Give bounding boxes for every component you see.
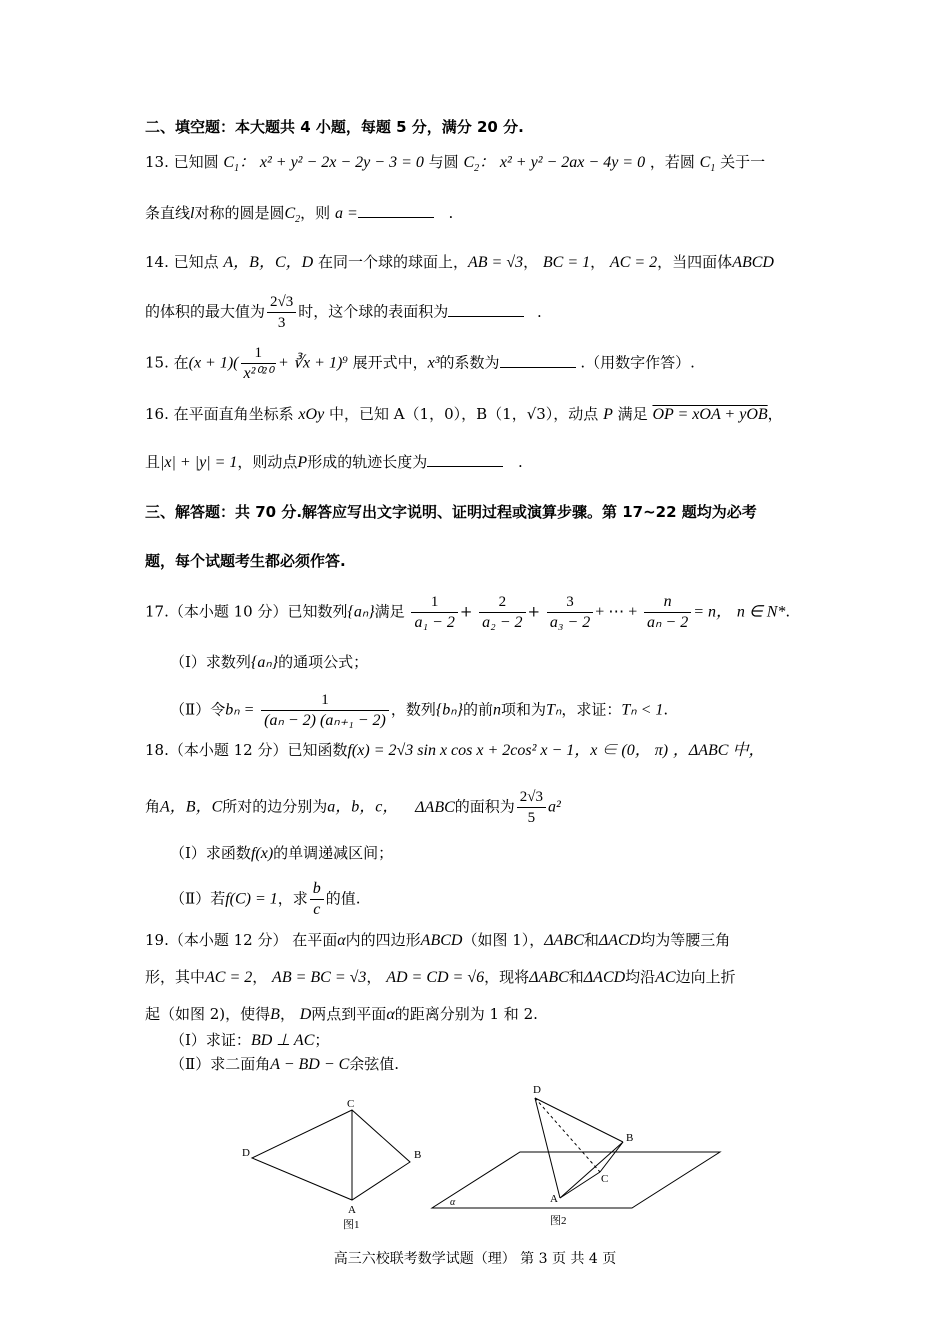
q19-t1: ΔABC — [544, 932, 584, 949]
fig1-label-d: D — [242, 1147, 250, 1159]
q19-d: D — [299, 1006, 312, 1023]
q19-l2c: 均沿 — [625, 968, 656, 986]
fig1-label-a: A — [348, 1204, 356, 1216]
page-footer: 高三六校联考数学试题（理） 第 3 页 共 4 页 — [333, 1251, 617, 1267]
q13-c2-ref: $C_2$ — [284, 205, 301, 226]
q13-text: 13. 已知圆 — [145, 153, 219, 171]
q14-text-5: 时，这个球的表面积为 — [298, 302, 449, 321]
q19-l3a: 起（如图 2)，使得 — [145, 1005, 271, 1023]
q16-vector-eq: OP = xOA + yOB — [652, 406, 768, 423]
q19-t2b: ΔACD — [583, 969, 626, 986]
q17-frac-n-den: aₙ − 2 — [647, 614, 689, 631]
q17-sat: 满足 — [374, 602, 405, 621]
q13-equation-1: x² + y² − 2x − 2y − 3 = 0 — [259, 154, 424, 171]
fig2-label-a: A — [550, 1193, 558, 1205]
q16-p: P — [603, 406, 613, 423]
q15-text-2: 展开式中， — [352, 353, 428, 372]
fig2-caption: 图2 — [550, 1215, 567, 1227]
q16-text-4: 且 — [145, 453, 161, 471]
q18-l2a: 角 — [145, 797, 161, 816]
q19-l3b: 两点到平面 — [311, 1005, 387, 1023]
q19-and-2: 和 — [568, 968, 584, 986]
q17-frac-2 — [479, 592, 525, 633]
fig2-edge-ac — [560, 1172, 600, 1198]
q17-frac-n — [644, 592, 691, 633]
q13-end: . — [448, 204, 454, 222]
q18-asq: a² — [548, 798, 561, 816]
q17-frac-n-num: n — [644, 592, 691, 613]
q17-ineq: Tₙ < 1 — [621, 701, 664, 719]
q17-p1: （Ⅰ）求数列 — [170, 653, 251, 671]
q17-dots: + ⋯ + — [595, 603, 638, 621]
q18-p1: （Ⅰ）求函数 — [170, 844, 251, 862]
q15-frac-den: x²⁰²⁰ — [243, 365, 274, 382]
q18-p2c: 的值. — [325, 889, 361, 908]
q18-area-den: 5 — [527, 810, 536, 826]
q14-answer-blank[interactable] — [448, 302, 524, 317]
q19-l1d: 均为等腰三角 — [640, 931, 731, 949]
q18-area-fraction — [517, 787, 546, 828]
q19-l2a: 形，其中 — [145, 968, 206, 986]
q17-bn: bₙ = — [225, 701, 255, 719]
fig2-edge-cb — [600, 1142, 623, 1172]
q15-expr-1: (x + 1)( — [188, 354, 239, 372]
q13-a-eq: a = — [334, 205, 358, 222]
q17-p1b: 的通项公式； — [278, 653, 369, 671]
q16-text-6: 形成的轨迹长度为 — [307, 453, 428, 471]
q19-l2b: ，现将 — [484, 968, 530, 986]
q19-alpha: α — [337, 932, 346, 949]
question-19-line-2: 形，其中AC = 2， AB = BC = √3， AD = CD = √6，现将ΔABC和ΔACD均沿AC边向上折 — [145, 968, 736, 986]
q14-frac-den: 3 — [277, 315, 286, 331]
q18-triangle: ，ΔABC 中， — [672, 742, 765, 759]
question-14-line-2 — [145, 292, 542, 333]
q17-frac-1 — [411, 592, 457, 633]
q16-end: . — [518, 453, 523, 471]
q17-bn-den: (aₙ − 2) (aₙ₊₁ − 2) — [264, 712, 386, 729]
q14-bc: BC = 1 — [542, 254, 591, 271]
q18-p1b: 的单调递减区间； — [273, 844, 394, 862]
q14-abcd: ABCD — [732, 254, 774, 271]
q18-p2b: ，求 — [277, 889, 308, 908]
q19-b: B — [270, 1006, 280, 1023]
q17-bn-fraction — [261, 690, 389, 731]
q17-domain: n ∈ N* — [736, 603, 786, 621]
q19-ac: AC = 2 — [205, 969, 253, 986]
q18-head: 18.（本小题 12 分）已知函数 — [145, 741, 348, 759]
q16-xoy: xOy — [298, 406, 325, 423]
q19-alpha-2: α — [386, 1006, 395, 1023]
fig1-quadrilateral — [252, 1110, 410, 1200]
q19-l2d: 边向上折 — [675, 968, 736, 986]
q17-frac-1-num: 1 — [411, 592, 457, 613]
q14-ac: AC = 2 — [609, 254, 658, 271]
q18-domain: ，x ∈ (0， π) — [574, 742, 669, 759]
fig1-label-b: B — [414, 1149, 422, 1161]
q14-ab: AB = √3 — [467, 254, 524, 271]
q15-text-1: 15. 在 — [145, 353, 189, 372]
q19-l3c: 的距离分别为 1 和 2. — [394, 1005, 538, 1023]
q15-text-3: 的系数为 — [439, 353, 500, 372]
q19-l1b: 内的四边形 — [345, 931, 421, 949]
question-14-line-1: 14. 已知点 A，B，C，D 在同一个球的球面上，AB = √3， BC = 1， AC = 2，当四面体ABCD — [145, 253, 774, 271]
q14-end: . — [537, 302, 542, 321]
q16-text-5: ，则动点 — [237, 453, 298, 471]
question-18-line-1 — [145, 740, 764, 761]
q13-circle-c2: $C_2$： — [463, 154, 496, 175]
q19-t1b: ΔABC — [529, 969, 569, 986]
fig1-label-c: C — [347, 1098, 355, 1110]
q14-text-2: 在同一个球的球面上， — [317, 253, 468, 271]
section-2-heading: 二、填空题：本大题共 4 小题，每题 5 分，满分 20 分. — [145, 118, 524, 136]
q18-l2c: 的面积为 — [454, 797, 515, 816]
q15-text-4: .（用数字作答）. — [580, 353, 695, 372]
q14-text-4: 的体积的最大值为 — [145, 302, 266, 321]
section-3-heading-line-2: 题，每个试题考生都必须作答. — [145, 552, 346, 570]
fig2-edge-ab — [560, 1142, 623, 1198]
q17-frac-2-num: 2 — [479, 592, 525, 613]
q18-function: f(x) = 2√3 sin x cos x + 2cos² x − 1 — [347, 742, 575, 759]
q15-expr-2: + ∛x + 1)⁹ — [278, 354, 348, 372]
q17-frac-2-den: a₂ − 2 — [482, 614, 523, 631]
q18-sides: a，b，c， — [327, 798, 399, 816]
q14-text-3: ，当四面体 — [657, 253, 733, 271]
q17-frac-3-num: 3 — [547, 592, 593, 613]
fig2-label-c: C — [601, 1173, 609, 1185]
q19-acs: AC — [655, 969, 676, 986]
q15-answer-blank[interactable] — [500, 353, 576, 368]
fig2-edge-db — [535, 1098, 623, 1142]
question-18-line-2 — [145, 787, 561, 828]
q16-p-2: P — [297, 454, 308, 471]
q16-answer-blank[interactable] — [427, 452, 503, 467]
q13-text-tail: ，若圆 — [649, 153, 695, 171]
question-19-part-2 — [170, 1054, 399, 1075]
question-16-line-2 — [145, 452, 523, 473]
q17-bnset: {bₙ} — [435, 701, 464, 719]
q17-end: . — [785, 602, 791, 621]
fig2-label-alpha: α — [450, 1197, 456, 1208]
q19-abcd: ABCD — [420, 932, 463, 949]
q17-p2b: ，数列 — [390, 700, 436, 719]
question-17-part-1 — [170, 652, 368, 673]
q15-fraction — [241, 343, 277, 384]
figures — [0, 1080, 950, 1240]
q19-ab: AB = BC = √3 — [272, 969, 367, 986]
fig2-label-b: B — [626, 1132, 634, 1144]
q18-fc: f(C) = 1 — [225, 890, 278, 908]
q19-and: 和 — [583, 931, 599, 949]
q18-p2: （Ⅱ）若 — [170, 889, 226, 908]
q17-p2: （Ⅱ）令 — [170, 700, 226, 719]
fig2-edge-da — [535, 1098, 560, 1198]
question-17-part-2 — [170, 690, 668, 731]
q15-x3: x³ — [427, 354, 440, 372]
q17-p2c: 的前 — [463, 700, 494, 719]
q17-p2d: 项和为 — [501, 700, 547, 719]
question-13-line-2 — [145, 203, 453, 230]
section-3-heading-line-1: 三、解答题：共 70 分.解答应写出文字说明、证明过程或演算步骤。第 17~22 题均为必考 — [145, 503, 757, 521]
q19-dihedral: A − BD − C — [270, 1056, 350, 1073]
q14-text-1: 14. 已知点 — [145, 253, 219, 271]
q13-text-tail2: 关于一 — [720, 153, 766, 171]
question-19-line-3: 起（如图 2)，使得B， D两点到平面α的距离分别为 1 和 2. — [145, 1005, 538, 1023]
q19-perp: BD ⊥ AC — [250, 1032, 315, 1049]
q18-angles: A，B，C — [160, 798, 223, 816]
q17-n: n — [493, 701, 502, 719]
q13-line-l: l — [190, 205, 195, 222]
q17-frac-1-den: a₁ − 2 — [414, 614, 455, 631]
q19-p1: （Ⅰ）求证： — [170, 1031, 251, 1049]
q16-text-3: 满足 — [617, 405, 648, 423]
question-18-part-1 — [170, 843, 393, 864]
q16-abs: |x| + |y| = 1 — [160, 454, 238, 471]
q14-fraction — [267, 292, 296, 333]
question-13-line-1 — [145, 152, 765, 179]
q14-points: A，B，C，D — [223, 254, 314, 271]
q17-head: 17.（本小题 10 分）已知数列 — [145, 602, 348, 621]
q19-p2: （Ⅱ）求二面角 — [170, 1055, 271, 1073]
figure-1 — [252, 1110, 410, 1200]
question-18-part-2 — [170, 879, 361, 920]
q17-frac-3-den: a₃ − 2 — [549, 614, 591, 631]
q17-p2e: ，求证： — [561, 700, 622, 719]
question-19-part-1 — [170, 1030, 329, 1051]
q18-area-num: 2√3 — [517, 787, 546, 808]
fig2-plane — [432, 1152, 720, 1208]
q13-answer-blank[interactable] — [358, 203, 434, 218]
q17-frac-3 — [547, 592, 593, 633]
q17-an: {aₙ} — [347, 603, 375, 621]
q18-fx: f(x) — [250, 845, 274, 862]
q17-eq: = n， — [693, 603, 733, 621]
q18-c: c — [313, 901, 321, 918]
q18-b: b — [310, 879, 324, 900]
question-17-line-1: 17.（本小题 10 分）已知数列{aₙ}满足 $\frac{1}{\text{a₁ − 2}}$ + $\frac{2}{\text{a₂ − 2}}$ + $\frac{3}{\text{a₃ − 2}}$ + ⋯ + $\frac{n}{\text{aₙ − 2}}$ = n， n ∈ N*. — [145, 593, 791, 631]
fig2-label-d: D — [533, 1084, 541, 1096]
q19-l1a: 19.（本小题 12 分） 在平面 — [145, 931, 338, 949]
q18-tri2: ΔABC — [415, 798, 455, 816]
q17-p1-an: {aₙ} — [250, 654, 279, 671]
q13-circle-c1: $C_1$： — [223, 154, 256, 175]
q17-bn-num: 1 — [261, 690, 389, 711]
fig1-caption: 图1 — [343, 1219, 360, 1231]
q17-tn: Tₙ — [546, 701, 562, 719]
q18-bc-fraction — [310, 879, 324, 920]
q16-text-1: 16. 在平面直角坐标系 — [145, 405, 294, 423]
q15-frac-num: 1 — [241, 343, 277, 364]
q19-l1c: （如图 1）， — [462, 931, 545, 949]
question-16-line-1: 16. 在平面直角坐标系 xOy 中，已知 A（1，0），B（1，√3），动点 P 满足 OP = xOA + yOB， — [145, 405, 783, 423]
figure-2 — [432, 1098, 720, 1208]
q13-text-mid: 与圆 — [428, 153, 459, 171]
question-15 — [145, 343, 695, 384]
q19-ad: AD = CD = √6 — [386, 969, 485, 986]
q19-t2: ΔACD — [598, 932, 641, 949]
q18-l2b: 所对的边分别为 — [222, 797, 328, 816]
q17-p2f: . — [663, 700, 669, 719]
q13-line2b: 对称的圆是圆 — [194, 204, 285, 222]
q14-frac-num: 2√3 — [267, 292, 296, 313]
q13-equation-2: x² + y² − 2ax − 4y = 0 — [499, 154, 646, 171]
q16-text-2: 中，已知 A（1，0），B（1，√3），动点 — [328, 405, 599, 423]
q13-line2a: 条直线 — [145, 204, 191, 222]
question-19-line-1 — [145, 930, 730, 951]
q19-p1b: ； — [314, 1031, 330, 1049]
q19-p2b: 余弦值. — [349, 1055, 400, 1073]
q13-c1-ref: $C_1$ — [699, 154, 716, 175]
q13-line2c: ，则 — [300, 204, 331, 222]
